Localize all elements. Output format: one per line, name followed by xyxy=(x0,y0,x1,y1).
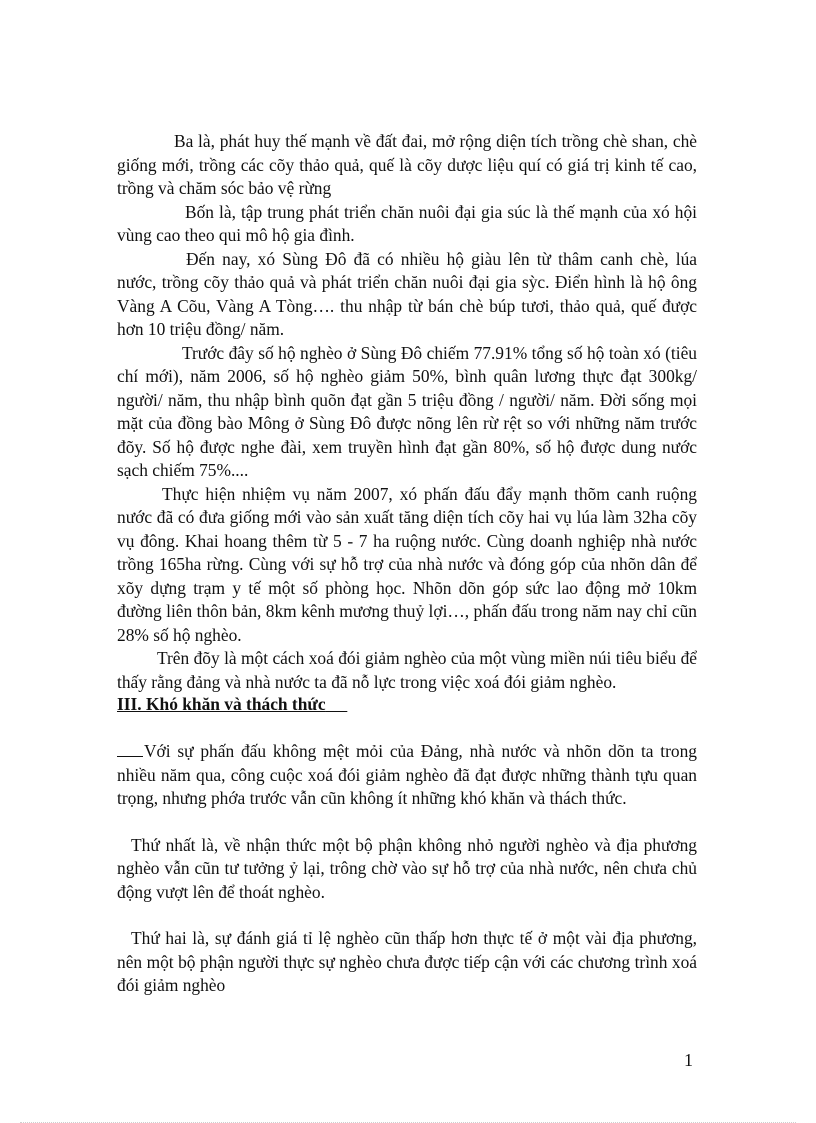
paragraph-ba-la: Ba là, phát huy thế mạnh về đất đai, mở rộng diện tích trồng chè shan, chè giống mới, trồng các cõy thảo quả, quế là cõy dược liệu quí có giá trị kinh tế cao, trồng và chăm sóc bảo vệ rừng xyxy=(117,131,697,198)
paragraph-tren-day: Trên đõy là một cách xoá đói giảm nghèo của một vùng miền núi tiêu biểu để thấy rằng đảng và nhà nước ta đã nỗ lực trong việc xoá đói giảm nghèo. xyxy=(117,648,697,692)
paragraph-den-nay: Đến nay, xó Sùng Đô đã có nhiều hộ giàu lên từ thâm canh chè, lúa nước, trồng cõy thảo quả và phát triển chăn nuôi đại gia sỳc. Điển hình là hộ ông Vàng A Cõu, Vàng A Tòng…. thu nhập từ bán chè búp tươi, thảo quả, quế được hơn 10 triệu đồng/ năm. xyxy=(117,248,697,339)
section-heading: III. Khó khăn và thách thức xyxy=(117,694,326,714)
body-text-top xyxy=(117,130,697,694)
paragraph-bon-la: Bốn là, tập trung phát triển chăn nuôi đại gia súc là thế mạnh của xó hội vùng cao theo qui mô hộ gia đình. xyxy=(117,201,697,245)
paragraph-thuc-hien: Thực hiện nhiệm vụ năm 2007, xó phấn đấu đẩy mạnh thõm canh ruộng nước đã có đưa giống mới vào sản xuất tăng diện tích cõy hai vụ lúa làm 32ha cõy vụ đông. Khai hoang thêm từ 5 - 7 ha ruộng nước. Cùng doanh nghiệp nhà nước trồng 165ha rừng. Cùng với sự hỗ trợ của nhà nước và đóng góp của nhõn dân để xõy dựng trạm y tế một số phòng học. Nhõn dõn góp sức lao động mở 10km đường liên thôn bản, 8km kênh mương thuỷ lợi…, phấn đấu trong năm nay chỉ cũn 28% số hộ nghèo. xyxy=(117,483,697,645)
paragraph-truoc-day: Trước đây số hộ nghèo ở Sùng Đô chiếm 77.91% tổng số hộ toàn xó (tiêu chí mới), năm 2006, số hộ nghèo giảm 50%, bình quân lương thực đạt 300kg/ người/ năm, thu nhập bình quõn đạt gần 5 triệu đồng / người/ năm. Đời sống mọi mặt của đồng bào Mông ở Sùng Đô được nõng lên rừ rệt so với những năm trước đõy. Số hộ được nghe đài, xem truyền hình đạt gần 80%, số hộ được dung nước sạch chiếm 75%.... xyxy=(117,342,697,480)
page-number: 1 xyxy=(684,1050,693,1070)
body-text-bottom xyxy=(117,739,697,998)
paragraph-voi-su-phan-dau: Với sự phấn đấu không mệt mỏi của Đảng, nhà nước và nhõn dõn ta trong nhiều năm qua, công cuộc xoá đói giảm nghèo đã đạt được những thành tựu quan trọng, nhưng phớa trước vẫn cũn không ít những khó khăn và thách thức. xyxy=(117,741,697,808)
underline-lead-mark xyxy=(117,739,143,757)
paragraph-thu-nhat: Thứ nhất là, về nhận thức một bộ phận không nhỏ người nghèo và địa phương nghèo vẫn cũn tư tưởng ỷ lại, trông chờ vào sự hỗ trợ của nhà nước, nên chưa chủ động vượt lên để thoát nghèo. xyxy=(117,834,697,902)
paragraph-thu-hai: Thứ hai là, sự đánh giá tỉ lệ nghèo cũn thấp hơn thực tế ở một vài địa phương, nên một bộ phận người thực sự nghèo chưa được tiếp cận với các chương trình xoá đói giảm nghèo xyxy=(117,928,697,995)
